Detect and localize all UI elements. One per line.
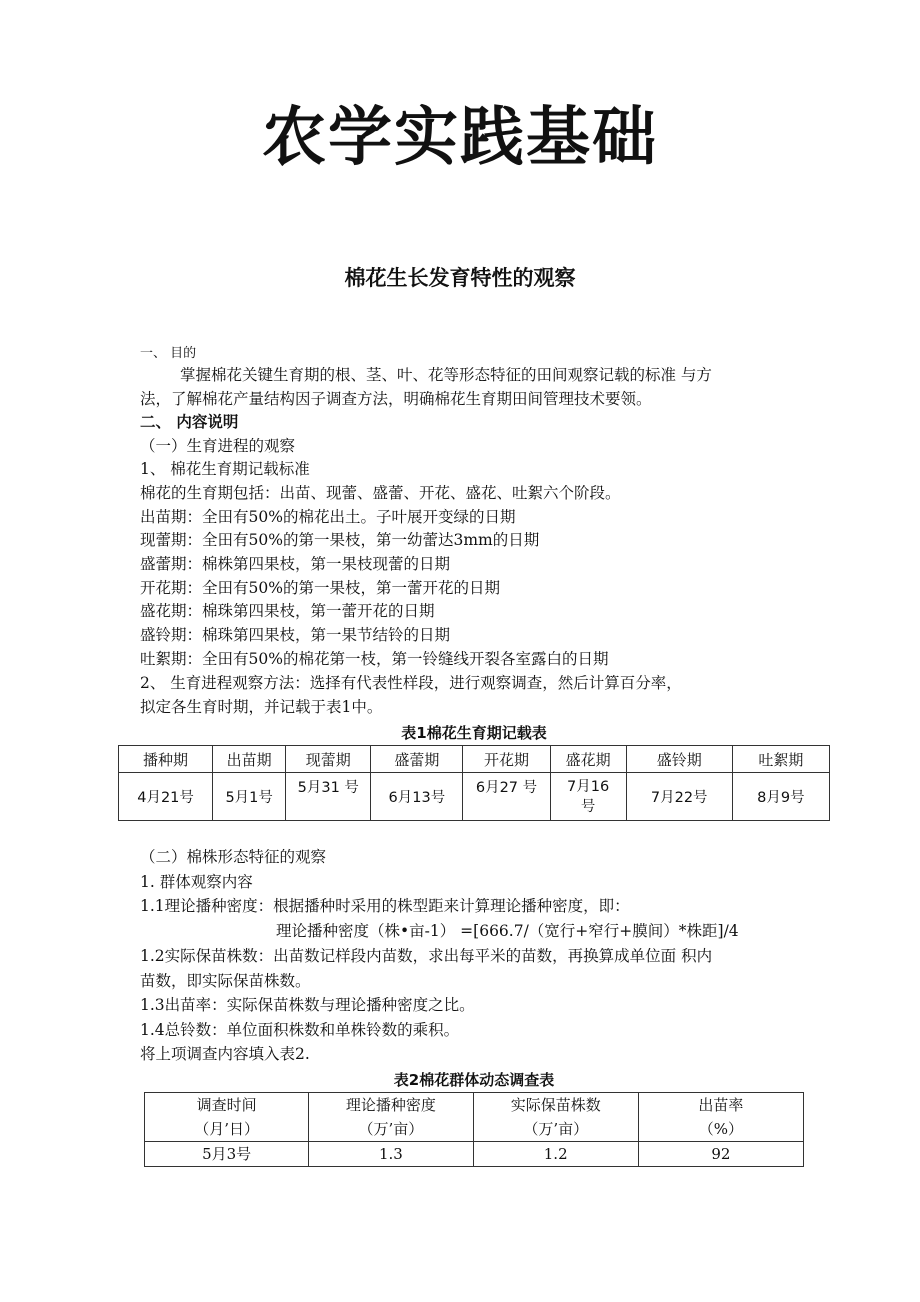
purpose-paragraph-line1: 掌握棉花关键生育期的根、茎、叶、花等形态特征的田间观察记载的标准 与方 bbox=[180, 366, 712, 384]
item-growth-standard: 1、 棉花生育期记载标准 bbox=[140, 460, 310, 478]
table-cell: 1.2 bbox=[473, 1142, 638, 1167]
item-1-3: 1.3出苗率：实际保苗株数与理论播种密度之比。 bbox=[140, 996, 475, 1014]
table-header-cell: 盛蕾期 bbox=[371, 746, 463, 773]
fill-instruction: 将上项调查内容填入表2. bbox=[140, 1045, 310, 1063]
item-observation-method-line1: 2、 生育进程观察方法：选择有代表性样段，进行观察调查，然后计算百分率， bbox=[140, 674, 682, 692]
population-dynamics-table bbox=[144, 1092, 804, 1167]
stage-line: 盛花期：棉珠第四果枝，第一蕾开花的日期 bbox=[140, 602, 435, 620]
table-header-cell bbox=[309, 1093, 473, 1142]
density-formula: 理论播种密度（株•亩-1） =[666.7/（宽行+窄行+膜间）*株距]/4 bbox=[276, 922, 739, 940]
table-header-row bbox=[145, 1093, 804, 1142]
table2-caption: 表2棉花群体动态调查表 bbox=[393, 1071, 555, 1089]
stage-line: 盛铃期：棉珠第四果枝，第一果节结铃的日期 bbox=[140, 626, 451, 644]
subsection-morphology: （二）棉株形态特征的观察 bbox=[140, 848, 327, 866]
item-1-1: 1.1理论播种密度：根据播种时采用的株型距来计算理论播种密度，即： bbox=[140, 897, 630, 915]
table-header-row bbox=[119, 746, 830, 773]
stage-line: 吐絮期：全田有50%的棉花第一枝，第一铃缝线开裂各室露白的日期 bbox=[140, 650, 609, 668]
table-cell: 5月31 号 bbox=[286, 773, 371, 821]
table-header-cell: 开花期 bbox=[463, 746, 550, 773]
header-unit: （万’亩） bbox=[358, 1120, 424, 1138]
table-header-cell: 吐絮期 bbox=[732, 746, 829, 773]
table-cell: 1.3 bbox=[309, 1142, 473, 1167]
table-cell: 7月16 号 bbox=[550, 773, 626, 821]
table-cell: 6月27 号 bbox=[463, 773, 550, 821]
table-header-cell: 出苗期 bbox=[213, 746, 286, 773]
table-header-cell bbox=[473, 1093, 638, 1142]
header-unit: （万’亩） bbox=[523, 1120, 589, 1138]
stage-line: 盛蕾期：棉株第四果枝，第一果枝现蕾的日期 bbox=[140, 555, 451, 573]
table1-caption: 表1棉花生育期记载表 bbox=[401, 724, 547, 742]
table-header-cell: 盛花期 bbox=[550, 746, 626, 773]
item-1-2-line2: 苗数，即实际保苗株数。 bbox=[140, 972, 311, 990]
table-header-cell: 播种期 bbox=[119, 746, 213, 773]
header-unit: （月’日） bbox=[194, 1120, 260, 1138]
table-cell: 4月21号 bbox=[119, 773, 213, 821]
table-cell: 8月9号 bbox=[732, 773, 829, 821]
table-row bbox=[119, 773, 830, 821]
table-cell: 5月3号 bbox=[145, 1142, 309, 1167]
stage-line: 现蕾期：全田有50%的第一果枝，第一幼蕾达3mm的日期 bbox=[140, 531, 540, 549]
item-1-2-line1: 1.2实际保苗株数：出苗数记样段内苗数，求出每平米的苗数，再换算成单位面 积内 bbox=[140, 947, 713, 965]
subsection-growth-progress: （一）生育进程的观察 bbox=[140, 437, 296, 455]
item-observation-method-line2: 拟定各生育时期，并记载于表1中。 bbox=[140, 698, 383, 716]
table-cell: 5月1号 bbox=[213, 773, 286, 821]
table-header-cell: 现蕾期 bbox=[286, 746, 371, 773]
table-cell: 7月22号 bbox=[626, 773, 732, 821]
stage-line: 开花期：全田有50%的第一果枝，第一蕾开花的日期 bbox=[140, 579, 500, 597]
table-header-cell: 盛铃期 bbox=[626, 746, 732, 773]
stage-line: 出苗期：全田有50%的棉花出土。子叶展开变绿的日期 bbox=[140, 508, 516, 526]
header-line: 调查时间 bbox=[196, 1096, 257, 1114]
growth-period-table bbox=[118, 745, 830, 821]
table-header-cell bbox=[638, 1093, 803, 1142]
table-row bbox=[145, 1142, 804, 1167]
section-content-heading: 二、 内容说明 bbox=[140, 413, 239, 431]
item-group-observation: 1. 群体观察内容 bbox=[140, 873, 253, 891]
purpose-paragraph-line2: 法，了解棉花产量结构因子调查方法，明确棉花生育期田间管理技术要领。 bbox=[140, 390, 652, 408]
item-1-4: 1.4总铃数：单位面积株数和单株铃数的乘积。 bbox=[140, 1021, 460, 1039]
table-cell: 6月13号 bbox=[371, 773, 463, 821]
header-line: 理论播种密度 bbox=[345, 1096, 436, 1114]
document-subtitle: 棉花生长发育特性的观察 bbox=[344, 266, 576, 290]
header-line: 出苗率 bbox=[698, 1096, 744, 1114]
header-unit: （%） bbox=[698, 1120, 744, 1138]
document-title: 农学实践基础 bbox=[262, 101, 658, 175]
table-header-cell bbox=[145, 1093, 309, 1142]
header-line: 实际保苗株数 bbox=[510, 1096, 601, 1114]
growth-stages-intro: 棉花的生育期包括：出苗、现蕾、盛蕾、开花、盛花、吐絮六个阶段。 bbox=[140, 484, 621, 502]
table-cell: 92 bbox=[638, 1142, 803, 1167]
section-purpose-heading: 一、 目的 bbox=[140, 346, 197, 361]
